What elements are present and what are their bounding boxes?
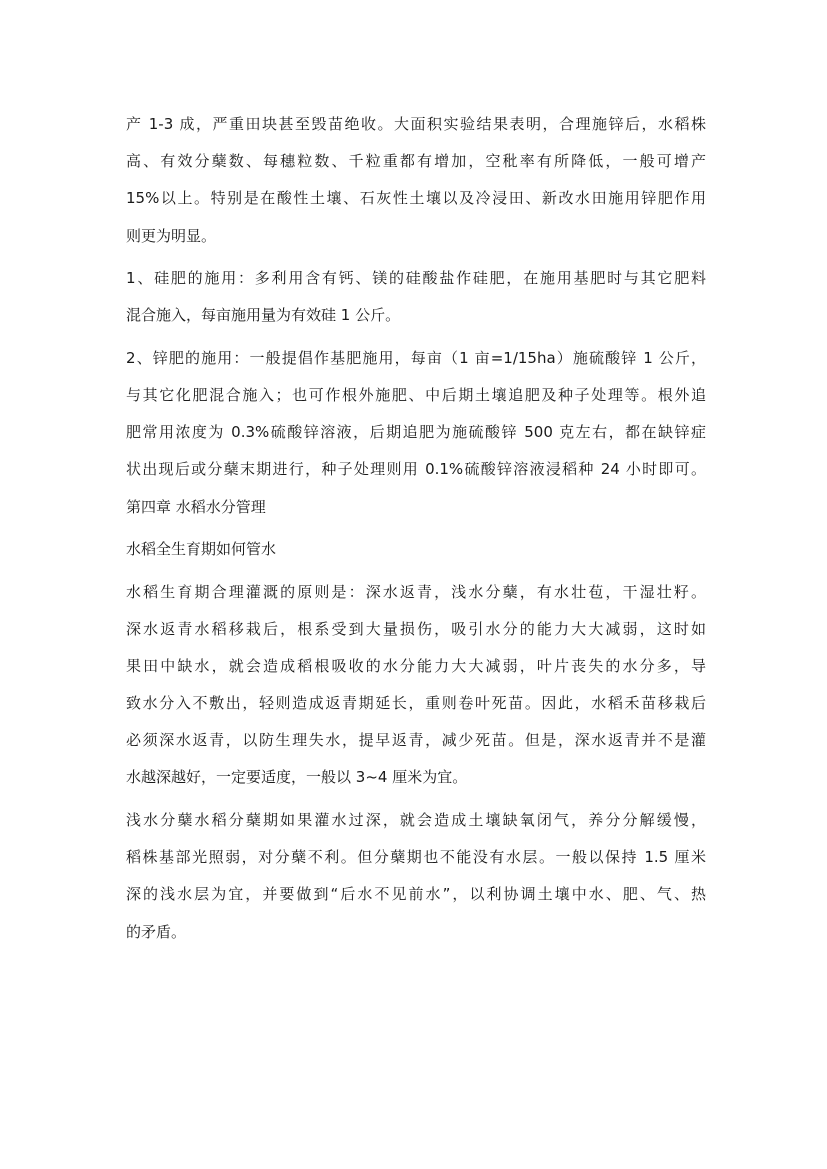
text-line: 果田中缺水，就会造成稻根吸收的水分能力大大减弱，叶片丧失的水分多，导 (126, 656, 706, 675)
text-line: 必须深水返青，以防生理失水，提早返青，减少死苗。但是，深水返青并不是灌 (126, 731, 706, 750)
text-line: 的矛盾。 (126, 922, 187, 941)
text-line: 深水返青水稻移栽后，根系受到大量损伤，吸引水分的能力大大减弱，这时如 (126, 619, 706, 638)
text-line: 则更为明显。 (126, 226, 217, 245)
text-line: 1、硅肥的施用：多利用含有钙、镁的硅酸盐作硅肥，在施用基肥时与其它肥料 (126, 269, 706, 288)
text-line: 水稻生育期合理灌溉的原则是：深水返青，浅水分蘖，有水壮苞，干湿壮籽。 (126, 582, 706, 601)
text-line: 与其它化肥混合施入；也可作根外施肥、中后期土壤追肥及种子处理等。根外追 (126, 385, 706, 404)
text-line: 产 1-3 成，严重田块甚至毁苗绝收。大面积实验结果表明，合理施锌后，水稻株 (126, 115, 706, 133)
section-heading: 水稻全生育期如何管水 (126, 540, 277, 558)
text-line: 稻株基部光照弱，对分蘖不利。但分蘖期也不能没有水层。一般以保持 1.5 厘米 (126, 848, 706, 867)
text-line: 致水分入不敷出，轻则造成返青期延长，重则卷叶死苗。因此，水稻禾苗移栽后 (126, 694, 706, 713)
text-line: 浅水分蘖水稻分蘖期如果灌水过深，就会造成土壤缺氧闭气，养分分解缓慢， (126, 810, 706, 829)
text-line: 肥常用浓度为 0.3%硫酸锌溶液，后期追肥为施硫酸锌 500 克左右，都在缺锌症 (126, 423, 706, 442)
text-line: 15%以上。特别是在酸性土壤、石灰性土壤以及冷浸田、新改水田施用锌肥作用 (126, 189, 706, 208)
text-line: 状出现后或分蘖末期进行，种子处理则用 0.1%硫酸锌溶液浸稻种 24 小时即可。 (126, 460, 706, 479)
text-line: 混合施入，每亩施用量为有效硅 1 公斤。 (126, 306, 401, 325)
text-line: 深的浅水层为宜，并要做到“后水不见前水”，以利协调土壤中水、肥、气、热 (126, 885, 706, 904)
text-line: 2、锌肥的施用：一般提倡作基肥施用，每亩（1 亩=1/15ha）施硫酸锌 1 公斤， (126, 348, 706, 367)
chapter-heading: 第四章 水稻水分管理 (126, 497, 266, 516)
text-line: 高、有效分蘖数、每穗粒数、千粒重都有增加，空秕率有所降低，一般可增产 (126, 152, 706, 171)
document-page (126, 113, 706, 943)
text-line: 水越深越好，一定要适度，一般以 3~4 厘米为宜。 (126, 768, 468, 787)
